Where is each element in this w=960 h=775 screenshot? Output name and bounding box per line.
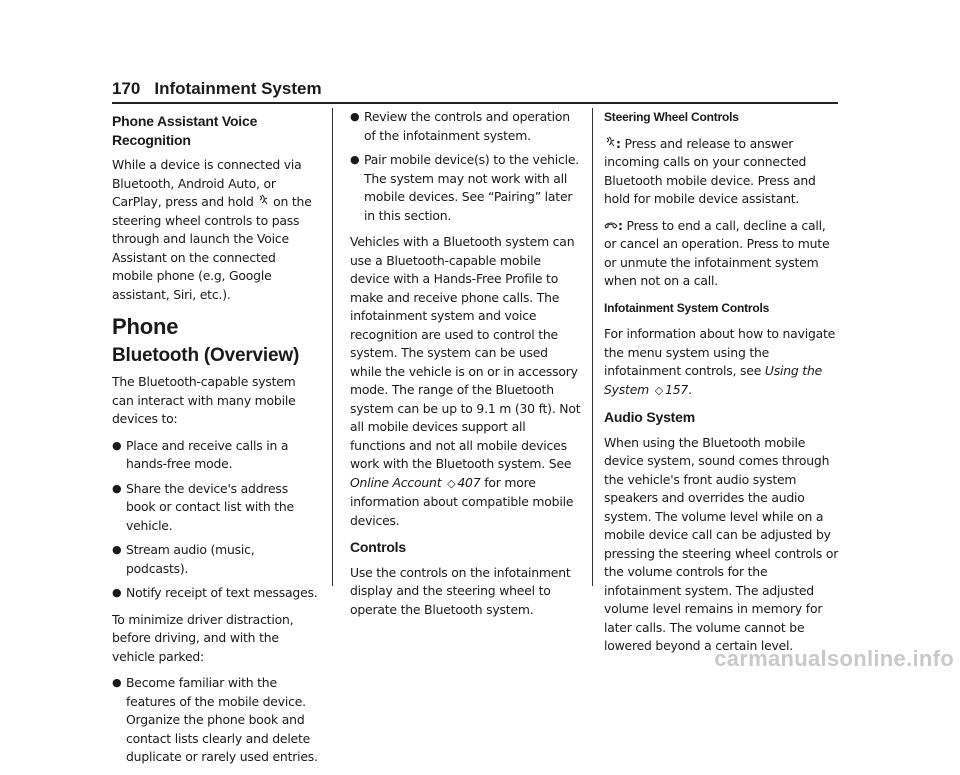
bullet-icon: ● — [350, 153, 360, 166]
column-2 — [350, 108, 582, 627]
column-3 — [604, 108, 840, 664]
voice-recognition-icon — [604, 135, 616, 154]
paragraph-bt-intro: The Bluetooth-capable system can interact with many mobile devices to: — [112, 374, 296, 426]
list-item: ● Pair mobile device(s) to the vehicle. The system may not work with all mobile devices. See “Pairing” later in this section. — [350, 152, 580, 223]
paragraph-minimize: To minimize driver distraction, before driving, and with the vehicle parked: — [112, 611, 294, 664]
using-the-system-link[interactable]: Using the System — [604, 363, 823, 397]
list-item: ● Become familiar with the features of the mobile device. Organize the phone book and contact lists clearly and delete duplicate or rarely used entries. — [112, 675, 318, 764]
bullet-icon: ● — [112, 543, 122, 556]
section-title: Infotainment System — [154, 79, 322, 98]
bullet-icon: ● — [350, 110, 360, 123]
page-reference[interactable]: 407 — [457, 474, 481, 490]
heading-steering-wheel-controls: Steering Wheel Controls — [604, 110, 739, 124]
list-bt-features — [112, 437, 318, 603]
column-divider — [592, 108, 593, 586]
heading-audio-system: Audio System — [604, 409, 695, 425]
bullet-icon: ● — [112, 481, 122, 495]
list-item: ● Review the controls and operation of the infotainment system. — [350, 109, 570, 143]
list-minimize — [112, 674, 318, 767]
page-reference-icon: ◇ — [654, 383, 664, 397]
paragraph-voice-assistant: While a device is connected via Bluetooth, Android Auto, or CarPlay, press and hold on the steering wheel controls to pass through and launch the Voice Assistant on the connected mobile phone (e.g, Google assistant, Siri, etc.). — [112, 157, 312, 302]
bullet-icon: ● — [112, 438, 122, 452]
page-number: 170 — [112, 79, 141, 98]
page-reference[interactable]: 157 — [665, 381, 689, 397]
bullet-icon: ● — [112, 586, 122, 599]
paragraph-voice-button: : Press and release to answer incoming calls on your connected Bluetooth mobile device. Press and hold for mobile device assistant. — [604, 135, 816, 206]
list-preparation — [350, 108, 582, 225]
heading-phone: Phone — [112, 314, 179, 339]
paragraph-controls: Use the controls on the infotainment display and the steering wheel to operate the Bluetooth system. — [350, 564, 571, 617]
column-divider — [332, 108, 333, 586]
bullet-icon: ● — [112, 676, 122, 689]
online-account-link[interactable]: Online Account — [350, 474, 442, 490]
heading-infotainment-system-controls: Infotainment System Controls — [604, 300, 770, 315]
page-reference-icon: ◇ — [447, 476, 456, 490]
voice-recognition-icon — [257, 193, 269, 212]
paragraph-audio: When using the Bluetooth mobile device system, sound comes through the vehicle's front audio system speakers and overrides the audio system. The volume level while on a mobile device call can be adjusted by pressing the steering wheel controls or the volume controls for the infotainment system. The adjusted volume level remains in memory for later calls. The volume cannot be lowered beyond a certain level. — [604, 434, 839, 653]
column-1 — [112, 108, 318, 775]
list-item: ● Notify receipt of text messages. — [112, 584, 318, 603]
heading-phone-assistant: Phone Assistant Voice Recognition — [112, 113, 258, 148]
paragraph-end-call-button: : Press to end a call, decline a call, or cancel an operation. Press to mute or unmute the infotainment system when not on a call. — [604, 217, 830, 288]
list-item: ● Share the device's address book or contact list with the vehicle. — [112, 480, 294, 533]
end-call-icon — [604, 217, 618, 236]
list-item: ● Place and receive calls in a hands-free mode. — [112, 437, 289, 471]
heading-bluetooth-overview: Bluetooth (Overview) — [112, 344, 300, 366]
watermark: carmanualsonline.info — [714, 646, 954, 671]
heading-controls: Controls — [350, 539, 406, 555]
paragraph-vehicles: Vehicles with a Bluetooth system can use a Bluetooth-capable mobile device with a Hands-Free Profile to make and receive phone calls. The infotainment system and voice recognition are used to control the system. The system can be used while the vehicle is on or in accessory mode. The range of the Bluetooth system can be up to 9.1 m (30 ft). Not all mobile devices support all functions and not all mobile devices work with the Bluetooth system. See Online Account ◇ 407 for more information about compatible mobile devices. — [350, 234, 581, 528]
list-item: ● Stream audio (music, podcasts). — [112, 542, 255, 576]
paragraph-isc: For information about how to navigate the menu system using the infotainment controls, see Using the System ◇ 157. — [604, 326, 836, 397]
page-header — [112, 80, 838, 104]
